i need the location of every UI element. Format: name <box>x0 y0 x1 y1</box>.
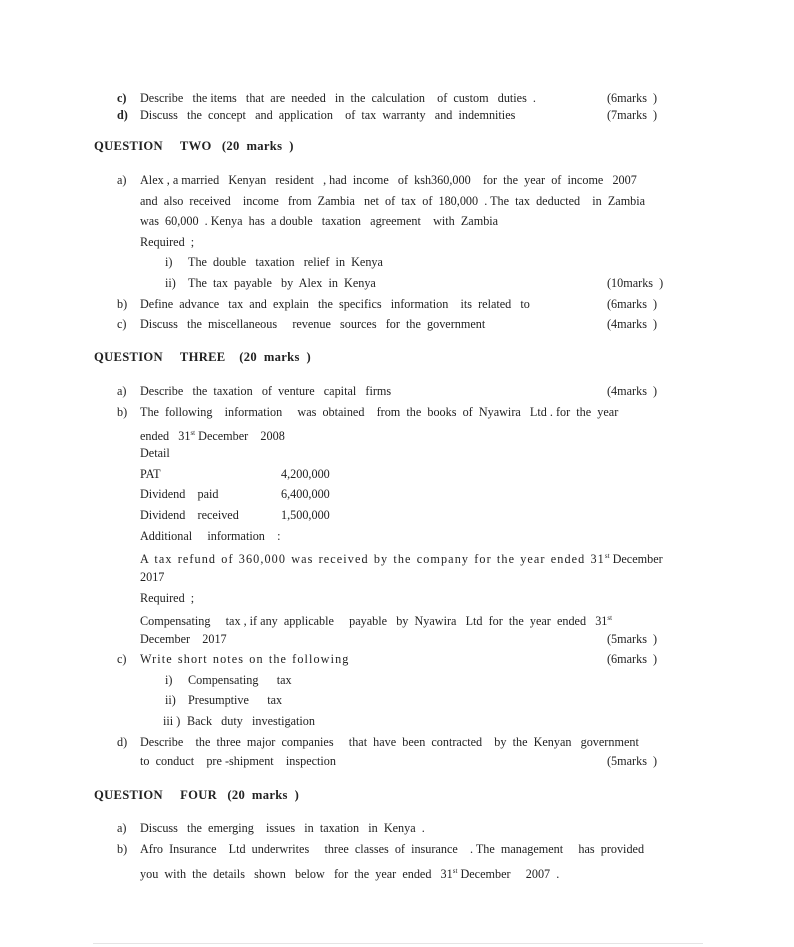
q3-d-marks: (5marks ) <box>607 754 658 768</box>
q3-c-ii-label: ii) <box>165 693 176 707</box>
q2-a-line2: and also received income from Zambia net of tax of 180,000 . The tax deducted in Zambia <box>140 194 646 208</box>
q3-b-comp <box>140 611 612 628</box>
q3-c-i-text: Compensating tax <box>188 673 292 687</box>
q3-heading: QUESTION THREE (20 marks ) <box>94 350 312 364</box>
q3-b-refund-post: December <box>609 552 663 567</box>
q3-b-table-value-paid: 6,400,000 <box>281 487 330 501</box>
q4-b-label: b) <box>117 842 128 856</box>
q3-c-iii-text: Back duty investigation <box>187 714 315 728</box>
q3-b-required: Required ; <box>140 591 195 605</box>
q3-b-table-label-pat: PAT <box>140 467 161 481</box>
q2-c-text: Discuss the miscellaneous revenue sources for the government <box>140 317 486 331</box>
q2-b-marks: (6marks ) <box>607 297 658 311</box>
q3-b-refund-pre: A tax refund of 360,000 was received by the company for the year ended 31 <box>140 552 605 567</box>
page-bottom-divider <box>93 943 703 944</box>
q3-c-marks: (6marks ) <box>607 652 658 666</box>
q2-heading: QUESTION TWO (20 marks ) <box>94 139 294 153</box>
q1-c-text: Describe the items that are needed in the calculation of custom duties . <box>140 91 536 105</box>
q3-b-refund <box>140 549 663 566</box>
q3-b-table-label-paid: Dividend paid <box>140 487 219 501</box>
q1-d-label: d) <box>117 108 128 122</box>
q2-a-marks: (10marks ) <box>607 276 664 290</box>
q1-c-marks: (6marks ) <box>607 91 658 105</box>
q3-b-line2 <box>140 426 285 443</box>
q3-c-iii-label: iii ) <box>163 714 181 728</box>
q4-b-line2-sup: st <box>452 867 458 875</box>
q3-b-table-value-pat: 4,200,000 <box>281 467 330 481</box>
q2-a-required: Required ; <box>140 235 195 249</box>
q3-b-additional: Additional information : <box>140 529 281 543</box>
q3-b-marks: (5marks ) <box>607 632 658 646</box>
q2-c-label: c) <box>117 317 127 331</box>
q2-b-label: b) <box>117 297 128 311</box>
q3-c-i-label: i) <box>165 673 173 687</box>
q3-b-line2-post: December 2008 <box>195 429 285 444</box>
q3-a-marks: (4marks ) <box>607 384 658 398</box>
q3-d-line2: to conduct pre -shipment inspection <box>140 754 336 768</box>
q3-b-detail: Detail <box>140 446 170 460</box>
q4-a-label: a) <box>117 821 127 835</box>
q3-b-line1: The following information was obtained from the books of Nyawira Ltd . for the year <box>140 405 619 419</box>
q1-d-marks: (7marks ) <box>607 108 658 122</box>
q3-b-table-label-received: Dividend received <box>140 508 239 522</box>
q2-c-marks: (4marks ) <box>607 317 658 331</box>
q3-b-refund-sup: st <box>604 552 610 560</box>
q2-a-i-label: i) <box>165 255 173 269</box>
q3-a-label: a) <box>117 384 127 398</box>
q3-b-table-value-received: 1,500,000 <box>281 508 330 522</box>
q3-d-label: d) <box>117 735 128 749</box>
q3-c-text: Write short notes on the following <box>140 652 350 666</box>
q3-c-label: c) <box>117 652 127 666</box>
q3-b-line2-sup: st <box>190 429 196 437</box>
q3-b-refund-year: 2017 <box>140 570 165 584</box>
q4-b-line2-pre: you with the details shown below for the year ended 31 <box>140 867 453 882</box>
q2-b-text: Define advance tax and explain the specifics information its related to <box>140 297 530 311</box>
q3-b-label: b) <box>117 405 128 419</box>
q4-b-line1: Afro Insurance Ltd underwrites three classes of insurance . The management has provided <box>140 842 645 856</box>
q4-b-line2-post: December 2007 . <box>457 867 560 882</box>
q2-a-ii-text: The tax payable by Alex in Kenya <box>188 276 376 290</box>
q2-a-line3: was 60,000 . Kenya has a double taxation agreement with Zambia <box>140 214 499 228</box>
q2-a-ii-label: ii) <box>165 276 176 290</box>
q3-a-text: Describe the taxation of venture capital firms <box>140 384 392 398</box>
q4-b-line2 <box>140 864 559 881</box>
q2-a-label: a) <box>117 173 127 187</box>
q1-d-text: Discuss the concept and application of tax warranty and indemnities <box>140 108 516 122</box>
q3-b-comp-line2: December 2017 <box>140 632 227 646</box>
q2-a-line1: Alex , a married Kenyan resident , had income of ksh360,000 for the year of income 2007 <box>140 173 637 187</box>
q3-c-ii-text: Presumptive tax <box>188 693 283 707</box>
q3-d-line1: Describe the three major companies that have been contracted by the Kenyan government <box>140 735 639 749</box>
q3-b-line2-pre: ended 31 <box>140 429 191 444</box>
q1-c-label: c) <box>117 91 127 105</box>
q4-a-text: Discuss the emerging issues in taxation in Kenya . <box>140 821 425 835</box>
q3-b-comp-pre: Compensating tax , if any applicable payable by Nyawira Ltd for the year ended 31 <box>140 614 608 629</box>
q3-b-comp-sup: st <box>607 614 613 622</box>
q4-heading: QUESTION FOUR (20 marks ) <box>94 788 300 802</box>
q2-a-i-text: The double taxation relief in Kenya <box>188 255 383 269</box>
